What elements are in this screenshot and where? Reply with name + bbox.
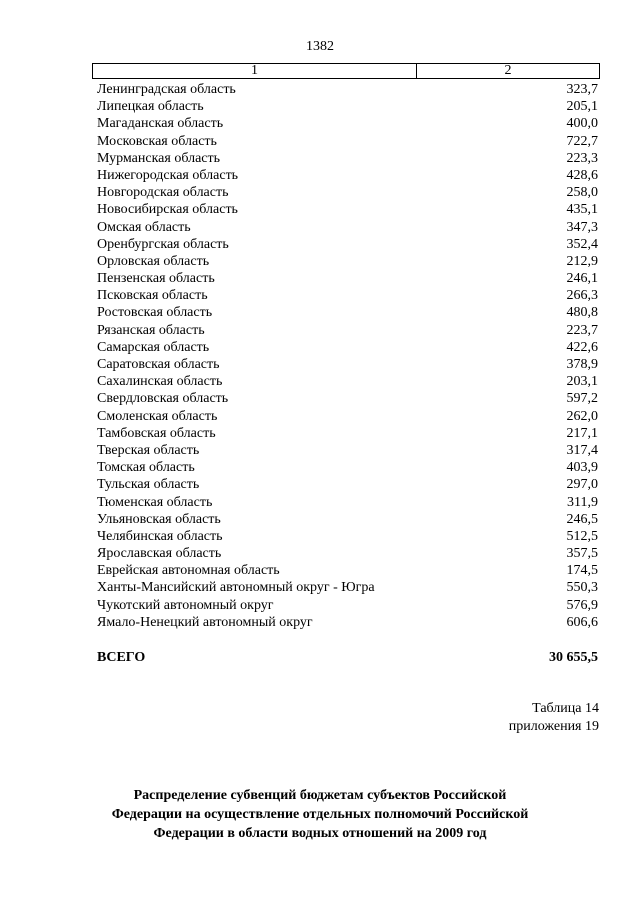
table-row — [97, 356, 598, 373]
region-value: 262,0 — [566, 408, 598, 424]
region-name: Псковская область — [97, 288, 208, 304]
table-row — [97, 201, 598, 218]
region-name: Ульяновская область — [97, 511, 221, 527]
region-value: 205,1 — [566, 99, 598, 115]
table-row — [97, 253, 598, 270]
region-value: 352,4 — [566, 236, 598, 252]
total-label: ВСЕГО — [97, 650, 146, 665]
region-name: Магаданская область — [97, 116, 224, 132]
table-row — [97, 579, 598, 596]
region-name: Томская область — [97, 460, 195, 476]
region-value: 512,5 — [566, 528, 598, 544]
table-row — [97, 528, 598, 545]
region-name: Мурманская область — [97, 150, 221, 166]
table-heading-line: Федерации на осуществление отдельных полномочий Российской — [111, 807, 529, 822]
table-header — [92, 63, 600, 79]
region-name: Рязанская область — [97, 322, 205, 338]
table-row — [97, 614, 598, 631]
region-name: Тюменская область — [97, 494, 213, 510]
region-name: Тамбовская область — [97, 425, 216, 441]
region-name: Сахалинская область — [97, 374, 223, 390]
table-row — [97, 425, 598, 442]
region-value: 258,0 — [566, 185, 598, 201]
region-value: 223,3 — [566, 150, 598, 166]
region-name: Московская область — [97, 133, 217, 149]
table-row — [97, 476, 598, 493]
page-number: 1382 — [306, 39, 334, 54]
region-value: 597,2 — [566, 391, 598, 407]
region-name: Свердловская область — [97, 391, 229, 407]
region-value: 246,1 — [566, 271, 598, 287]
region-name: Ярославская область — [97, 546, 222, 562]
table-row — [97, 545, 598, 562]
region-name: Нижегородская область — [97, 167, 239, 183]
region-name: Смоленская область — [97, 408, 218, 424]
table-row — [97, 322, 598, 339]
region-name: Липецкая область — [97, 99, 204, 115]
region-value: 317,4 — [566, 442, 598, 458]
region-value: 223,7 — [566, 322, 598, 338]
table-reference-number: Таблица 14 — [532, 701, 599, 716]
region-name: Омская область — [97, 219, 191, 235]
region-value: 428,6 — [566, 167, 598, 183]
table-row — [97, 115, 598, 132]
table-row — [97, 184, 598, 201]
table-heading-line: Распределение субвенций бюджетам субъектов Российской — [133, 788, 507, 803]
column-header-value: 2 — [504, 63, 512, 78]
region-name: Пензенская область — [97, 271, 215, 287]
region-value: 212,9 — [566, 253, 598, 269]
table-row — [97, 339, 598, 356]
region-name: Оренбургская область — [97, 236, 229, 252]
region-value: 422,6 — [566, 339, 598, 355]
region-value: 203,1 — [566, 374, 598, 390]
total-value: 30 655,5 — [549, 650, 598, 665]
table-row — [97, 167, 598, 184]
total-row — [97, 648, 598, 668]
table-row — [97, 597, 598, 614]
table-heading — [0, 786, 640, 843]
table-row — [97, 150, 598, 167]
table-reference-appendix: приложения 19 — [508, 719, 599, 734]
region-value: 266,3 — [566, 288, 598, 304]
table-row — [97, 459, 598, 476]
region-value: 217,1 — [566, 425, 598, 441]
region-value: 311,9 — [567, 494, 598, 510]
region-name: Саратовская область — [97, 357, 220, 372]
table-row — [97, 390, 598, 407]
region-value: 435,1 — [566, 202, 598, 218]
table-row — [97, 133, 598, 150]
table-row — [97, 304, 598, 321]
table-row — [97, 98, 598, 115]
table-row — [97, 373, 598, 390]
region-name: Самарская область — [97, 339, 210, 355]
region-value: 403,9 — [566, 460, 598, 476]
region-name: Ростовская область — [97, 305, 213, 321]
column-header-region: 1 — [93, 64, 417, 78]
table-body — [97, 81, 598, 631]
region-name: Ленинградская область — [97, 82, 236, 97]
table-row — [97, 236, 598, 253]
region-value: 550,3 — [566, 580, 598, 596]
region-name: Новгородская область — [97, 185, 229, 201]
region-value: 297,0 — [566, 477, 598, 493]
region-name: Ямало-Ненецкий автономный округ — [97, 614, 313, 630]
region-value: 347,3 — [566, 219, 598, 235]
region-name: Тульская область — [97, 477, 200, 493]
table-heading-line: Федерации в области водных отношений на 2009 год — [153, 826, 487, 841]
region-name: Чукотский автономный округ — [97, 597, 274, 613]
table-row — [97, 511, 598, 528]
table-row — [97, 442, 598, 459]
table-row — [97, 219, 598, 236]
table-row — [97, 408, 598, 425]
table-reference — [509, 700, 599, 736]
table-row — [97, 562, 598, 579]
region-value: 323,7 — [566, 82, 598, 97]
region-name: Орловская область — [97, 253, 210, 269]
region-value: 357,5 — [566, 546, 598, 562]
region-value: 246,5 — [566, 511, 598, 527]
table-row — [97, 270, 598, 287]
region-name: Челябинская область — [97, 528, 223, 544]
region-value: 480,8 — [566, 305, 598, 321]
region-value: 378,9 — [566, 357, 598, 372]
region-value: 174,5 — [566, 563, 598, 579]
region-value: 576,9 — [566, 597, 598, 613]
region-name: Еврейская автономная область — [97, 563, 280, 579]
region-name: Новосибирская область — [97, 202, 238, 218]
table-row — [97, 81, 598, 98]
region-name: Тверская область — [97, 442, 200, 458]
table-row — [97, 287, 598, 304]
table-row — [97, 494, 598, 511]
region-value: 722,7 — [566, 133, 598, 149]
region-name: Ханты-Мансийский автономный округ - Югра — [97, 580, 375, 596]
region-value: 400,0 — [566, 116, 598, 132]
region-value: 606,6 — [566, 614, 598, 630]
